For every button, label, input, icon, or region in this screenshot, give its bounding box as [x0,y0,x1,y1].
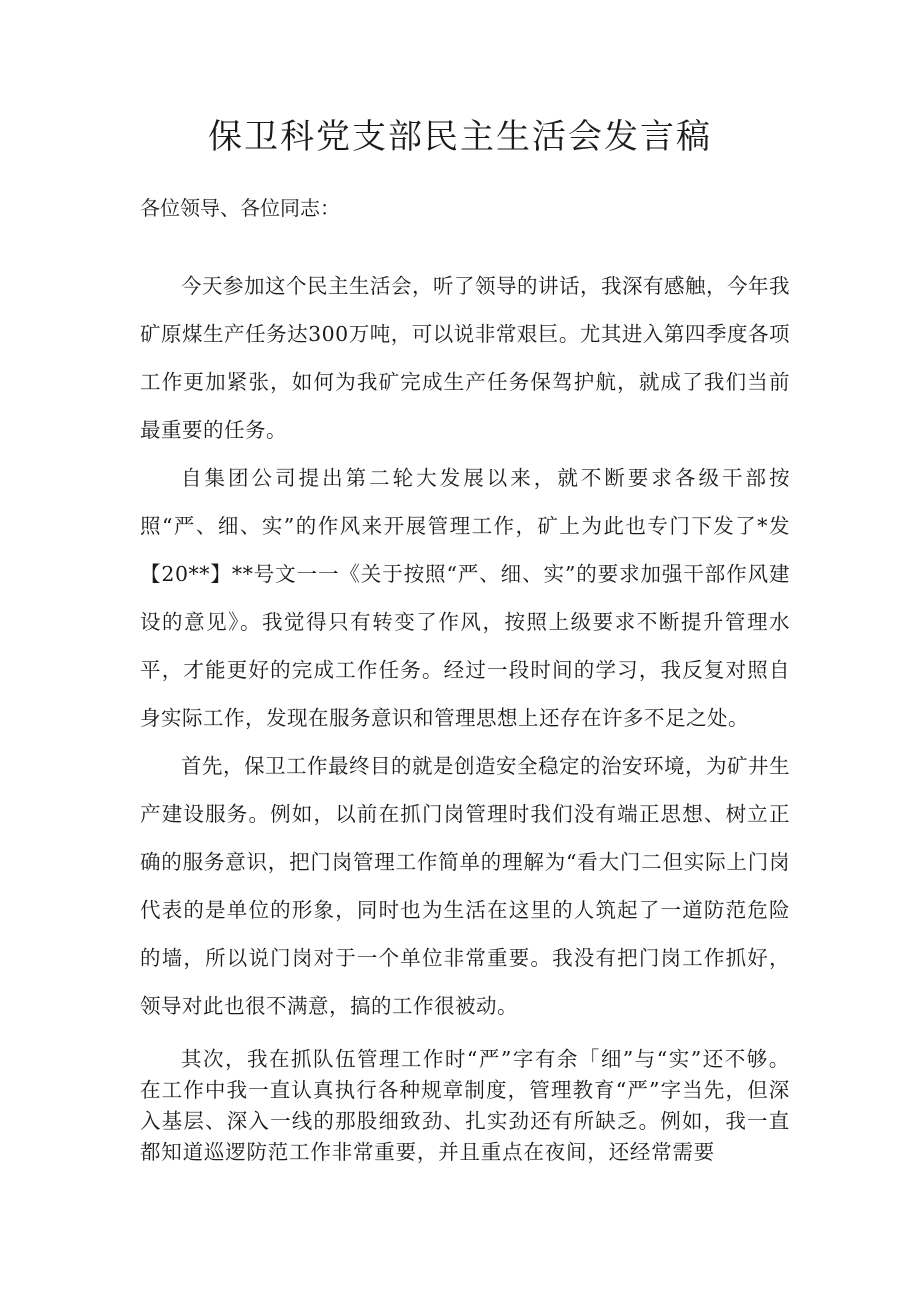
paragraph-3: 首先，保卫工作最终目的就是创造安全稳定的治安环境，为矿井生产建设服务。例如，以前在抓门岗管理时我们没有端正思想、树立正确的服务意识，把门岗管理工作简单的理解为“看大门二但实际上门岗代表的是单位的形象，同时也为生活在这里的人筑起了一道防范危险的墙，所以说门岗对于一个单位非常重要。我没有把门岗工作抓好，领导对此也很不满意，搞的工作很被动。 [140,754,790,1018]
page-title: 保卫科党支部民主生活会发言稿 [208,117,712,157]
salutation: 各位领导、各位同志： [140,196,340,220]
paragraph-2: 自集团公司提出第二轮大发展以来，就不断要求各级干部按照“严、细、实”的作风来开展管理工作，矿上为此也专门下发了*发【20**】**号文一一《关于按照“严、细、实”的要求加强干部作风建设的意见》。我觉得只有转变了作风，按照上级要求不断提升管理水平，才能更好的完成工作任务。经过一段时间的学习，我反复对照自身实际工作，发现在服务意识和管理思想上还存在许多不足之处。 [140,466,790,730]
paragraph-1: 今天参加这个民主生活会，听了领导的讲话，我深有感触，今年我矿原煤生产任务达300万吨，可以说非常艰巨。尤其进入第四季度各项工作更加紧张，如何为我矿完成生产任务保驾护航，就成了我们当前最重要的任务。 [140,274,790,442]
paragraph-4: 其次，我在抓队伍管理工作时“严”字有余「细”与“实”还不够。在工作中我一直认真执行各种规章制度，管理教育“严”字当先，但深入基层、深入一线的那股细致劲、扎实劲还有所缺乏。例如，我一直都知道巡逻防范工作非常重要，并且重点在夜间，还经常需要 [140,1047,790,1164]
